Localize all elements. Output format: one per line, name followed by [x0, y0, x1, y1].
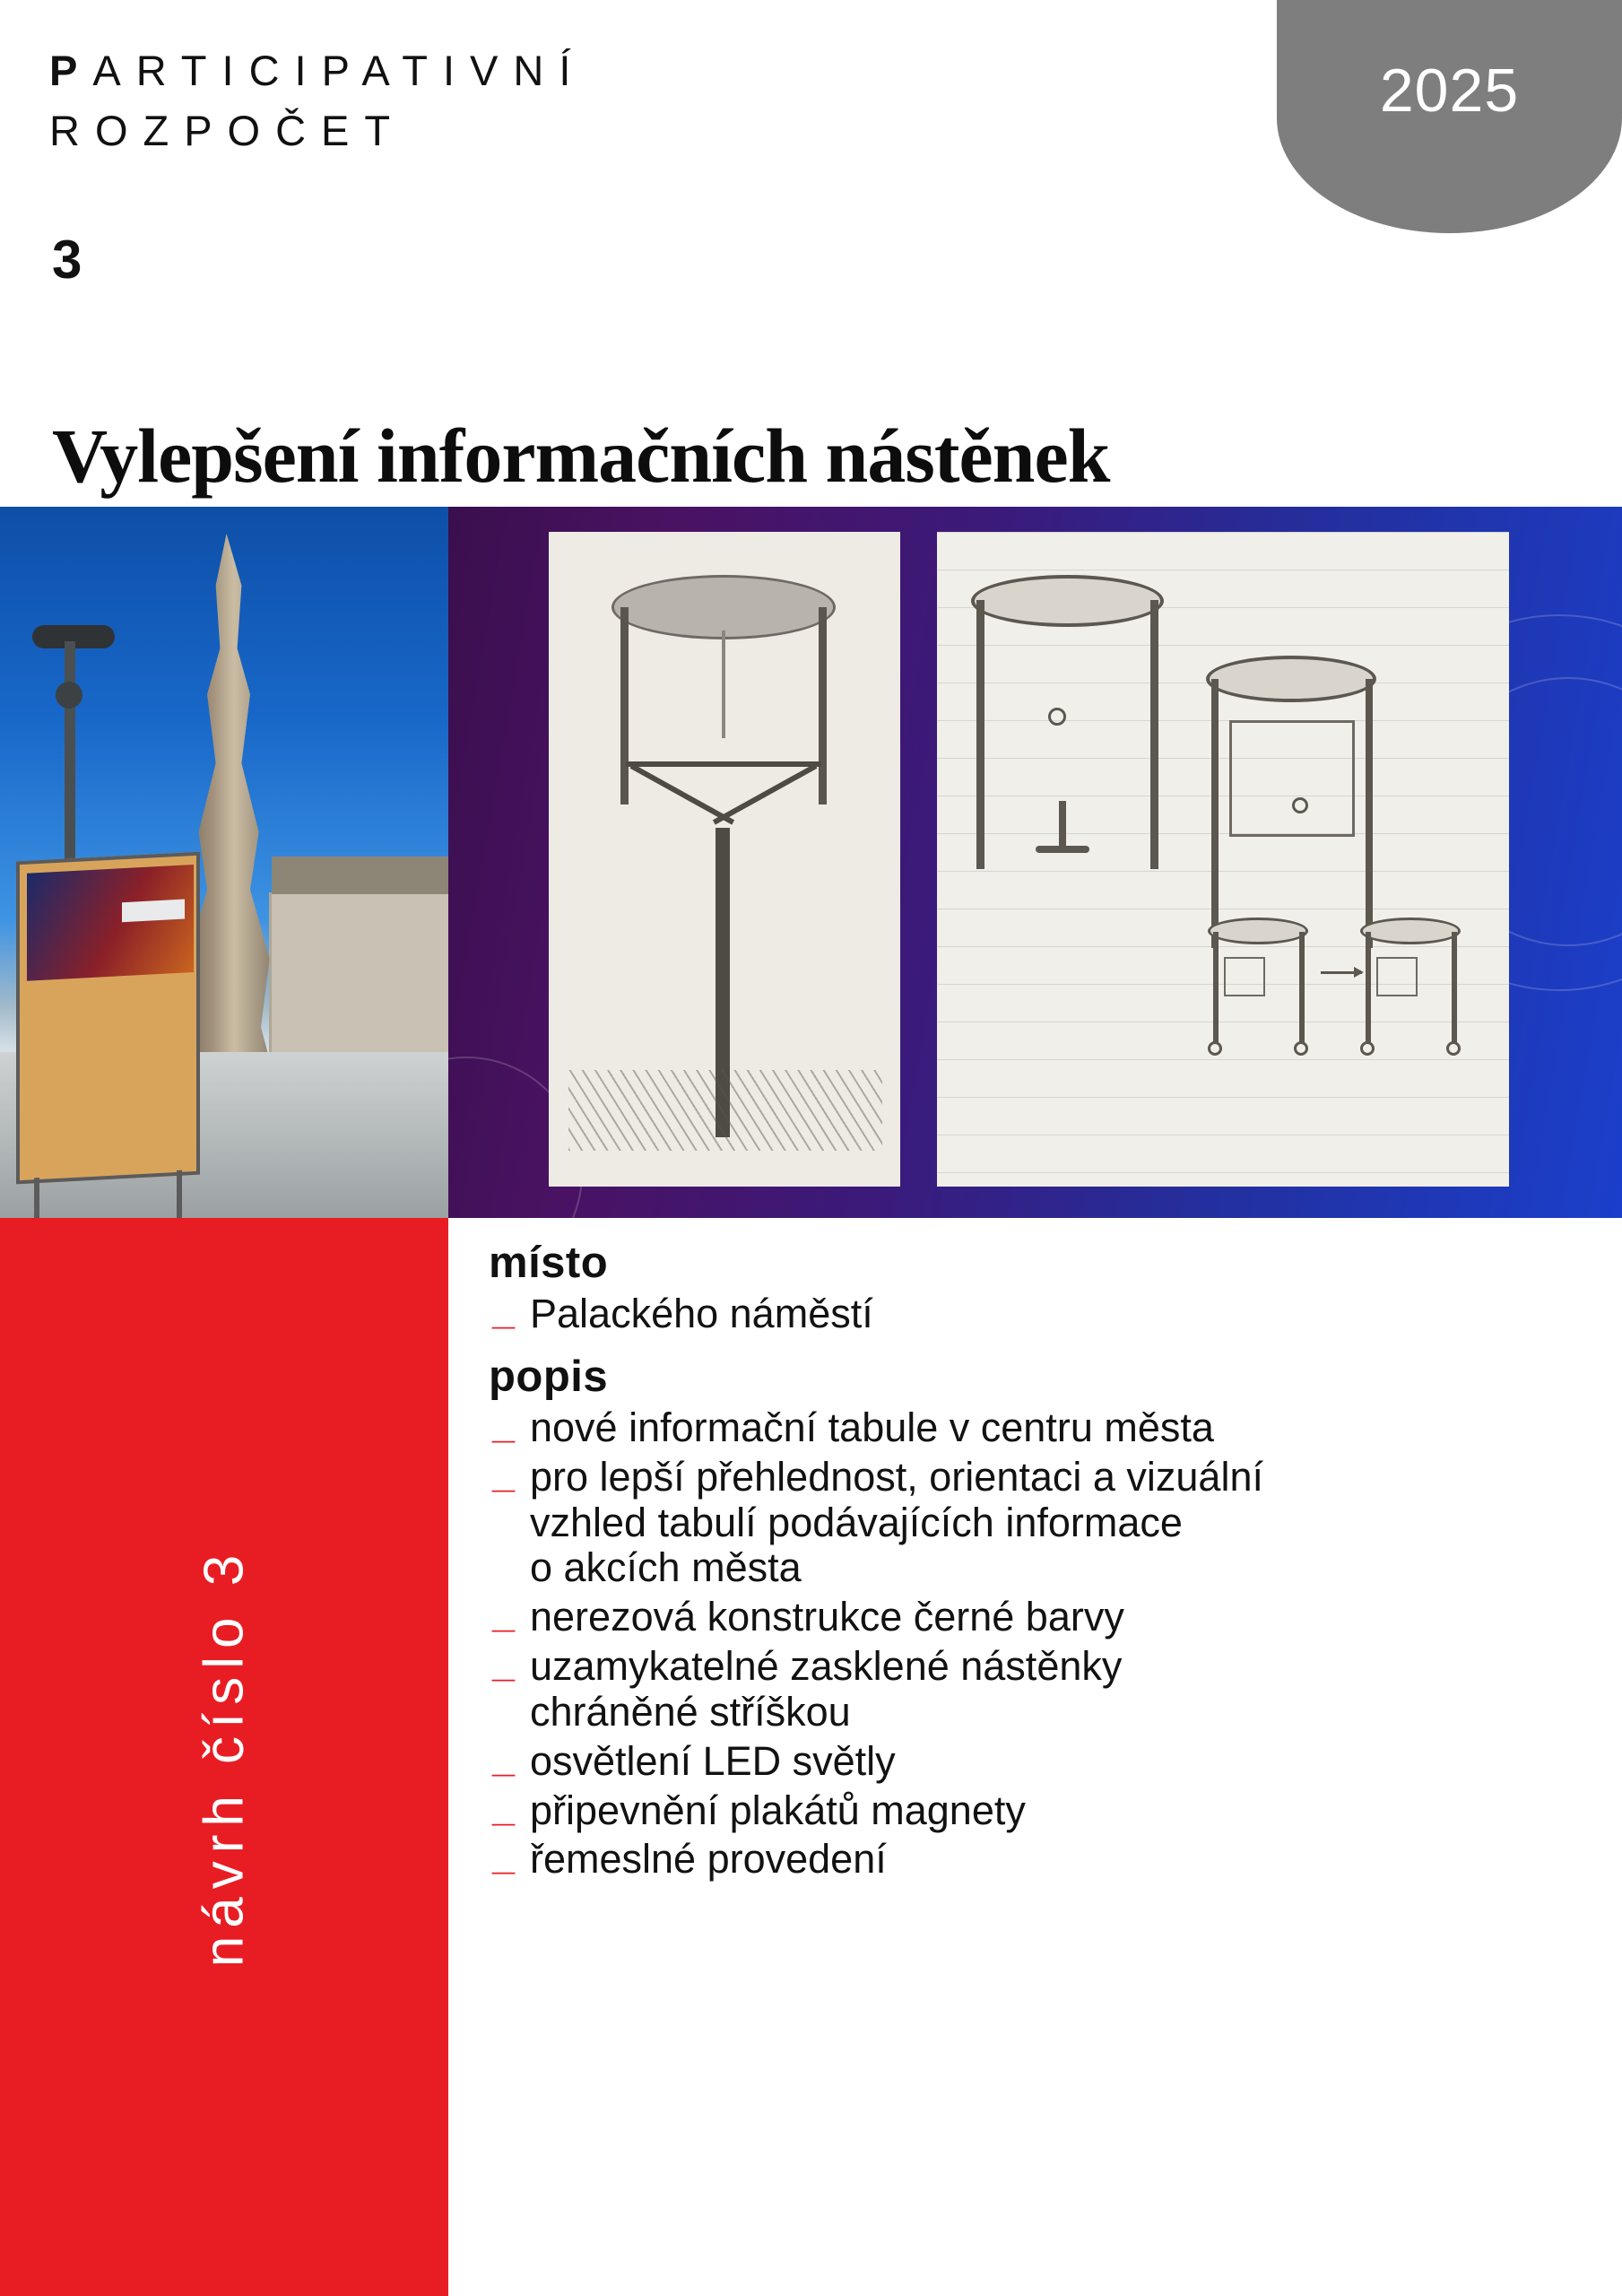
description-text-cont: vzhled tabulí podávajících informace — [530, 1499, 1183, 1545]
description-text-cont: chráněné stříškou — [530, 1688, 851, 1735]
poster-on-board — [27, 865, 194, 981]
variant-b-roof — [1206, 656, 1376, 702]
variant-d-foot-right — [1446, 1041, 1461, 1056]
list-item — [489, 1455, 1586, 1592]
sidebar-vertical-label: návrh číslo 3 — [193, 1546, 256, 1968]
variant-c-foot-right — [1294, 1041, 1308, 1056]
variant-b-leg-right — [1366, 679, 1373, 948]
ruled-paper-lines — [937, 532, 1509, 1187]
list-item — [489, 1739, 1586, 1785]
building-right — [269, 892, 448, 1054]
sketch-center-line — [722, 631, 725, 738]
content-area — [0, 1218, 1622, 2296]
image-strip — [0, 507, 1622, 1218]
proposal-number: 3 — [52, 230, 82, 290]
variant-a-leg-right — [1150, 600, 1158, 869]
variant-d-leg-right — [1452, 932, 1457, 1044]
brand-initial: P — [49, 47, 93, 94]
variant-c-foot-left — [1208, 1041, 1222, 1056]
street-lamp-sphere — [56, 682, 82, 709]
description-text: připevnění plakátů magnety — [530, 1787, 1026, 1833]
description-list — [489, 1405, 1586, 1883]
description-section-label: popis — [489, 1352, 609, 1401]
variant-c-small — [1206, 918, 1314, 1070]
variant-b-leg-left — [1211, 679, 1219, 948]
brand-line-2: ROZPOČET — [49, 107, 406, 154]
brand-line-1-rest: ARTICIPATIVNÍ — [92, 47, 586, 94]
description-text: řemeslné provedení — [530, 1836, 887, 1883]
variant-d-small — [1358, 918, 1466, 1070]
list-item — [489, 1292, 1586, 1337]
variant-c-leg-left — [1213, 932, 1219, 1044]
description-text: nerezová konstrukce černé barvy — [530, 1594, 1124, 1640]
variant-c-leg-right — [1299, 932, 1305, 1044]
sketch-hatched-ground — [568, 1070, 882, 1151]
variant-b-lock-icon — [1292, 797, 1308, 813]
brand-line-1 — [49, 47, 586, 94]
board-leg-right — [177, 1170, 182, 1218]
description-text-cont: o akcích města — [530, 1544, 802, 1591]
list-item — [489, 1595, 1586, 1640]
sketch-panel — [448, 507, 1622, 1218]
description-text: pro lepší přehlednost, orientaci a vizuální — [530, 1453, 1263, 1500]
list-item — [489, 1788, 1586, 1834]
sketch-front-elevation — [549, 532, 900, 1187]
year-badge — [1277, 0, 1622, 233]
list-item — [489, 1837, 1586, 1883]
description-text: osvětlení LED světly — [530, 1737, 896, 1784]
variant-c-roof — [1208, 918, 1308, 944]
variant-d-roof — [1360, 918, 1461, 944]
place-section-label: místo — [489, 1239, 609, 1287]
details-column — [448, 1218, 1622, 2296]
description-text: nové informační tabule v centru města — [530, 1404, 1214, 1450]
description-text: uzamykatelné zasklené nástěnky — [530, 1643, 1123, 1690]
brand-block — [49, 49, 585, 152]
variant-a-base — [1036, 846, 1089, 853]
existing-noticeboard — [16, 852, 200, 1185]
variant-a-roof — [971, 575, 1164, 627]
year-label: 2025 — [1379, 57, 1520, 125]
poster-header — [0, 0, 1622, 507]
variant-a-stem — [1059, 801, 1066, 849]
place-list — [489, 1292, 1586, 1337]
page-title: Vylepšení informačních nástěnek — [52, 412, 1110, 499]
list-item — [489, 1644, 1586, 1735]
variant-d-leg-left — [1366, 932, 1371, 1044]
variant-a-leg-left — [976, 600, 984, 869]
variant-d-foot-left — [1360, 1041, 1375, 1056]
variant-a-lock-icon — [1048, 708, 1066, 726]
place-value: Palackého náměstí — [530, 1291, 873, 1336]
variant-c-panel — [1224, 957, 1265, 996]
list-item — [489, 1405, 1586, 1451]
variant-d-panel — [1376, 957, 1418, 996]
sketch-variants — [937, 532, 1509, 1187]
variant-b-panel — [1229, 720, 1355, 837]
sketch-bottom-rail — [626, 761, 821, 767]
arrow-icon — [1321, 971, 1362, 974]
red-sidebar — [0, 1218, 448, 2296]
board-leg-left — [34, 1178, 39, 1218]
photo-noticeboard-square — [0, 507, 448, 1218]
